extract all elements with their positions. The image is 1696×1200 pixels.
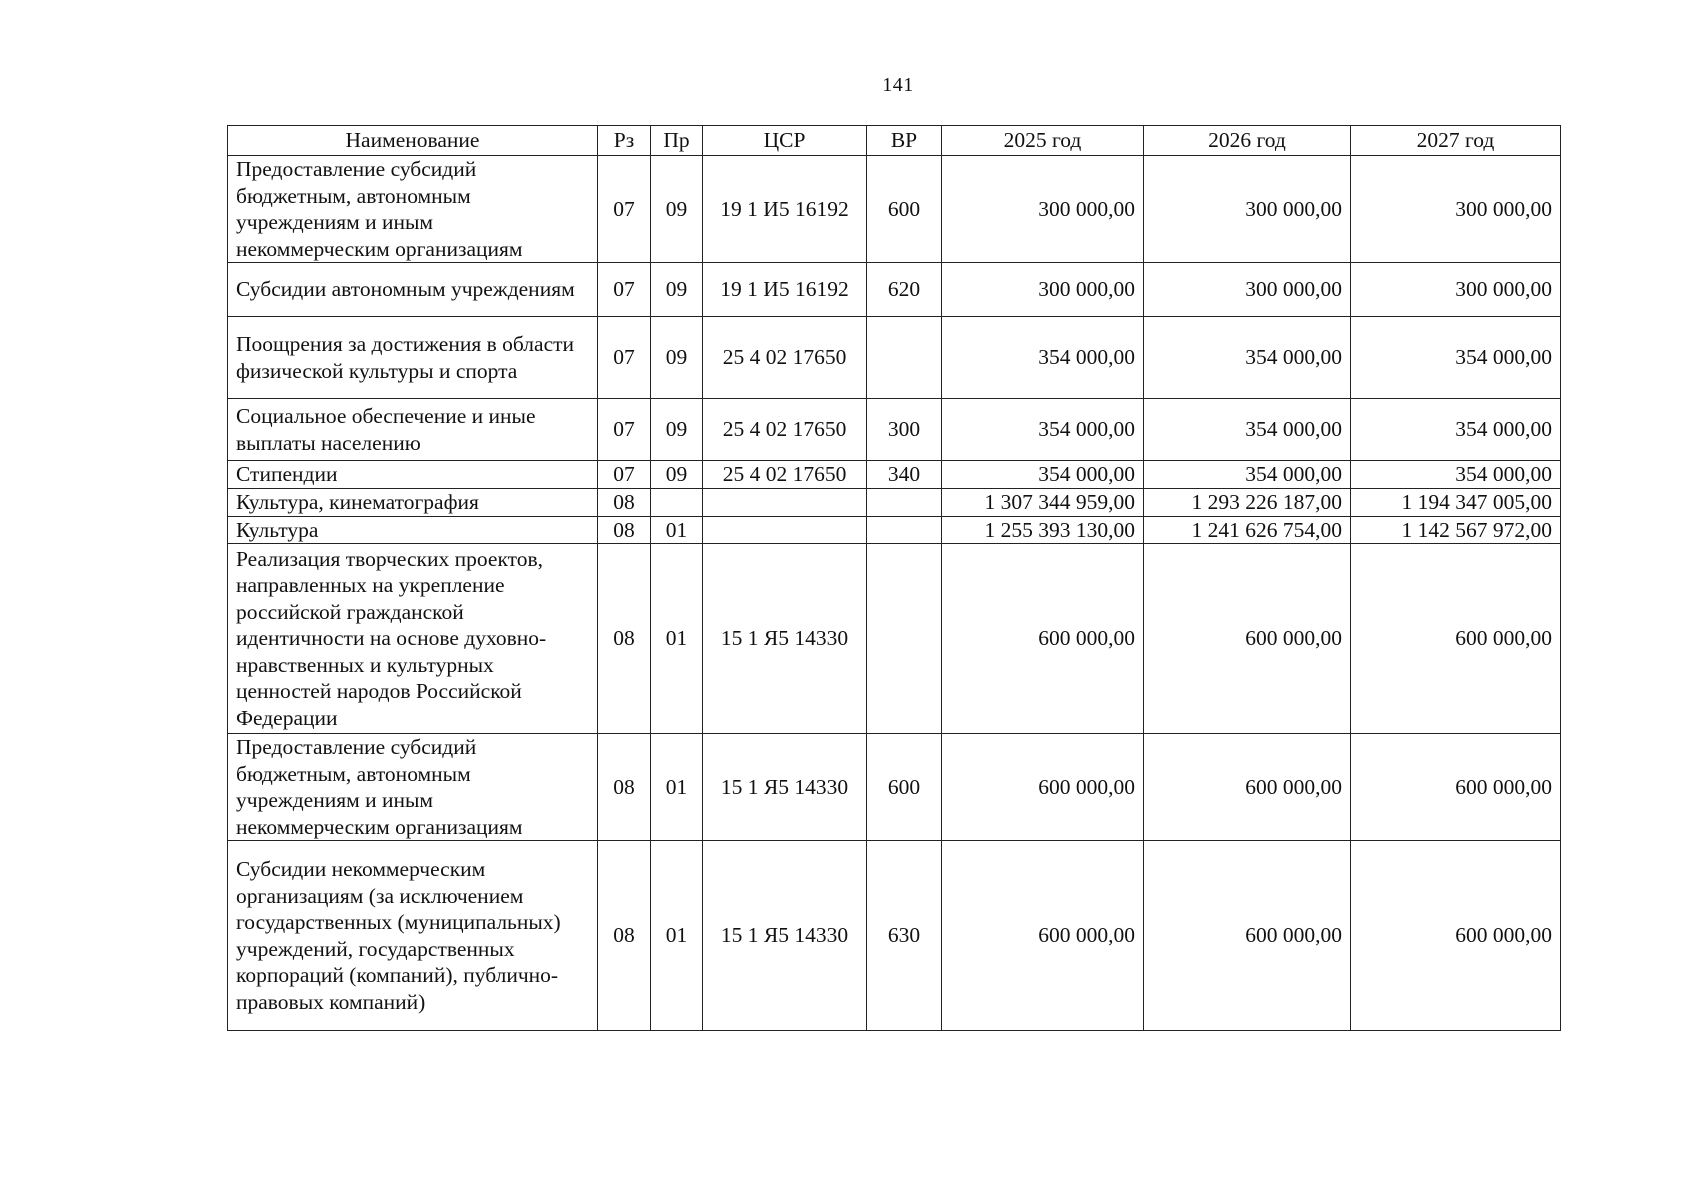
row-rz: 07: [598, 399, 651, 461]
table-row: [228, 263, 1561, 317]
header-rz: Рз: [598, 126, 651, 156]
row-pr: 01: [651, 516, 703, 544]
row-2026: 600 000,00: [1144, 841, 1351, 1031]
row-2025: 600 000,00: [942, 734, 1144, 841]
row-csr: 25 4 02 17650: [703, 317, 867, 399]
row-name: Субсидии автономным учреждениям: [228, 263, 598, 317]
row-vr: 340: [867, 461, 942, 489]
header-pr: Пр: [651, 126, 703, 156]
row-vr: 600: [867, 734, 942, 841]
header-vr: ВР: [867, 126, 942, 156]
row-vr: [867, 544, 942, 734]
row-2026: 300 000,00: [1144, 263, 1351, 317]
row-2025: 354 000,00: [942, 317, 1144, 399]
header-csr: ЦСР: [703, 126, 867, 156]
row-pr: 09: [651, 263, 703, 317]
table-row: [228, 516, 1561, 544]
row-csr: 19 1 И5 16192: [703, 156, 867, 263]
table-row: [228, 461, 1561, 489]
row-vr: [867, 317, 942, 399]
table-header: [228, 126, 1561, 156]
header-2027: 2027 год: [1351, 126, 1561, 156]
row-rz: 07: [598, 156, 651, 263]
table-body: [228, 156, 1561, 1031]
row-csr: 15 1 Я5 14330: [703, 841, 867, 1031]
row-2026: 1 293 226 187,00: [1144, 488, 1351, 516]
row-2025: 354 000,00: [942, 461, 1144, 489]
row-2025: 600 000,00: [942, 841, 1144, 1031]
row-vr: 630: [867, 841, 942, 1031]
row-name: Субсидии некоммерческим организациям (за исключением государственных (муниципальных) учреждений, государственных корпораций (компаний), публично-правовых компаний): [228, 841, 598, 1031]
row-2027: 300 000,00: [1351, 263, 1561, 317]
row-pr: 09: [651, 461, 703, 489]
row-2027: 600 000,00: [1351, 544, 1561, 734]
row-name: Реализация творческих проектов, направленных на укрепление российской гражданской идентичности на основе духовно-нравственных и культурных ценностей народов Российской Федерации: [228, 544, 598, 734]
row-2025: 300 000,00: [942, 156, 1144, 263]
row-2025: 1 255 393 130,00: [942, 516, 1144, 544]
table-row: [228, 841, 1561, 1031]
row-2027: 600 000,00: [1351, 734, 1561, 841]
header-name: Наименование: [228, 126, 598, 156]
table-row: [228, 544, 1561, 734]
row-2027: 600 000,00: [1351, 841, 1561, 1031]
row-csr: 25 4 02 17650: [703, 461, 867, 489]
row-2027: 300 000,00: [1351, 156, 1561, 263]
row-name: Культура: [228, 516, 598, 544]
row-2025: 600 000,00: [942, 544, 1144, 734]
row-csr: 25 4 02 17650: [703, 399, 867, 461]
row-pr: 01: [651, 734, 703, 841]
page-number: [0, 74, 1696, 97]
row-2026: 600 000,00: [1144, 544, 1351, 734]
row-2026: 354 000,00: [1144, 317, 1351, 399]
row-csr: 19 1 И5 16192: [703, 263, 867, 317]
header-2026: 2026 год: [1144, 126, 1351, 156]
row-2026: 600 000,00: [1144, 734, 1351, 841]
row-csr: [703, 488, 867, 516]
row-pr: [651, 488, 703, 516]
row-rz: 07: [598, 317, 651, 399]
row-2026: 354 000,00: [1144, 399, 1351, 461]
table-row: [228, 156, 1561, 263]
row-rz: 08: [598, 544, 651, 734]
row-pr: 09: [651, 317, 703, 399]
row-2025: 354 000,00: [942, 399, 1144, 461]
row-rz: 08: [598, 734, 651, 841]
row-2026: 300 000,00: [1144, 156, 1351, 263]
row-vr: [867, 516, 942, 544]
row-2027: 354 000,00: [1351, 399, 1561, 461]
row-2026: 354 000,00: [1144, 461, 1351, 489]
row-2025: 1 307 344 959,00: [942, 488, 1144, 516]
header-2025: 2025 год: [942, 126, 1144, 156]
table-row: [228, 317, 1561, 399]
row-csr: [703, 516, 867, 544]
row-2027: 354 000,00: [1351, 317, 1561, 399]
row-pr: 01: [651, 841, 703, 1031]
row-vr: 300: [867, 399, 942, 461]
row-rz: 08: [598, 488, 651, 516]
row-vr: 620: [867, 263, 942, 317]
header-row: [228, 126, 1561, 156]
row-pr: 09: [651, 156, 703, 263]
row-rz: 07: [598, 461, 651, 489]
row-2027: 354 000,00: [1351, 461, 1561, 489]
row-vr: 600: [867, 156, 942, 263]
page-number-text: 141: [882, 74, 914, 96]
row-2027: 1 142 567 972,00: [1351, 516, 1561, 544]
table-row: [228, 734, 1561, 841]
row-name: Культура, кинематография: [228, 488, 598, 516]
row-2025: 300 000,00: [942, 263, 1144, 317]
row-name: Стипендии: [228, 461, 598, 489]
row-name: Поощрения за достижения в области физической культуры и спорта: [228, 317, 598, 399]
row-2027: 1 194 347 005,00: [1351, 488, 1561, 516]
row-rz: 07: [598, 263, 651, 317]
budget-table: [227, 125, 1561, 1031]
row-vr: [867, 488, 942, 516]
row-csr: 15 1 Я5 14330: [703, 544, 867, 734]
row-csr: 15 1 Я5 14330: [703, 734, 867, 841]
row-name: Социальное обеспечение и иные выплаты населению: [228, 399, 598, 461]
row-rz: 08: [598, 841, 651, 1031]
row-pr: 09: [651, 399, 703, 461]
row-2026: 1 241 626 754,00: [1144, 516, 1351, 544]
row-rz: 08: [598, 516, 651, 544]
table-row: [228, 488, 1561, 516]
row-name: Предоставление субсидий бюджетным, автономным учреждениям и иным некоммерческим организациям: [228, 734, 598, 841]
row-name: Предоставление субсидий бюджетным, автономным учреждениям и иным некоммерческим организациям: [228, 156, 598, 263]
table-row: [228, 399, 1561, 461]
row-pr: 01: [651, 544, 703, 734]
